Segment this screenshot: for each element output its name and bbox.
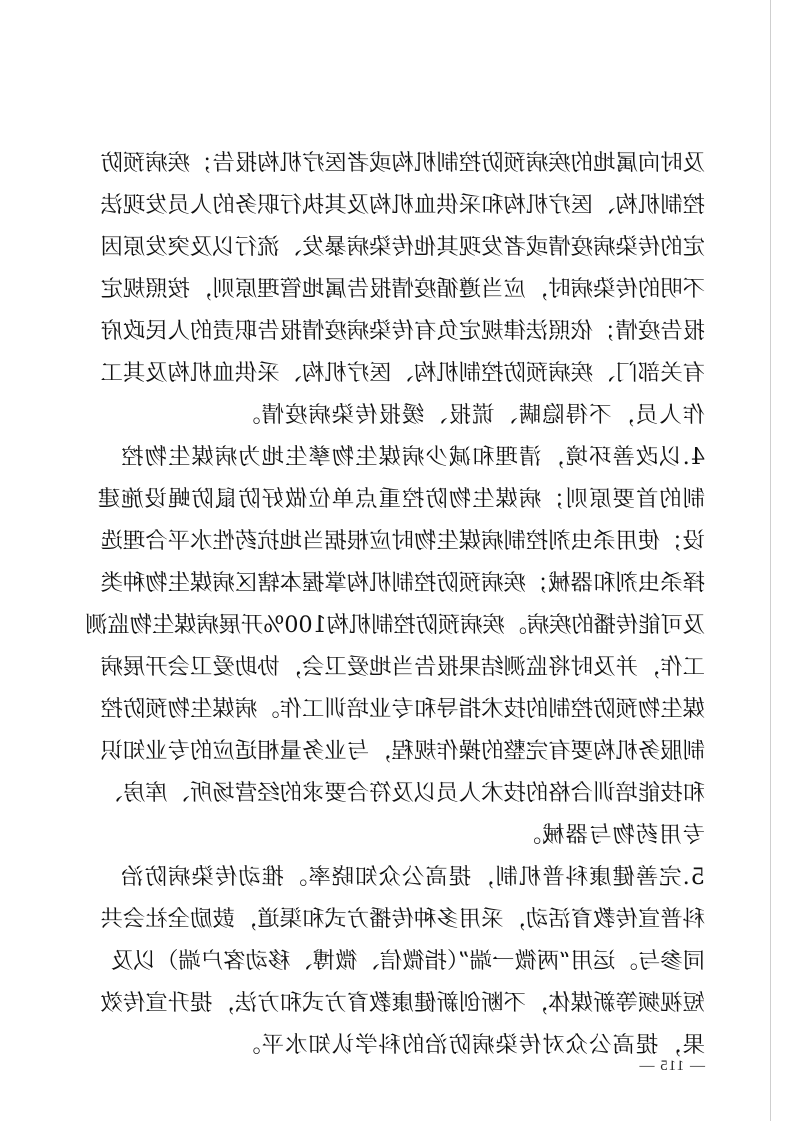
text-line: 果，提高公众对传染病防治的科学认知水平。 — [237, 1032, 705, 1058]
text-line: 定的传染病疫情或者发现其他传染病暴发、流行以及突发原因 — [100, 234, 705, 260]
text-line: 制服务机构要有完整的操作规程，与业务量相适应的专业知识 — [100, 738, 705, 764]
text-line: 作人员，不得隐瞒、谎报、缓报传染病疫情。 — [237, 402, 705, 428]
text-line: 短视频等新媒体，不断创新健康教育方式和方法，提升宣传效 — [100, 990, 705, 1016]
text-line: 报告疫情；依照法律规定负有传染病疫情报告职责的人民政府 — [100, 318, 705, 344]
text-line: 择杀虫剂和器械；疾病预防控制机构掌握本辖区病媒生物种类 — [100, 570, 705, 596]
text-line: 制的首要原则；病媒生物防控重点单位做好防鼠防蝇设施建 — [96, 486, 705, 512]
text-line: 工作，并及时将监测结果报告当地爱卫会，协助爱卫会开展病 — [100, 654, 705, 680]
text-line: 设；使用杀虫剂控制病媒生物时应根据当地抗药性水平合理选 — [100, 528, 705, 554]
page-edge-line — [770, 0, 771, 1121]
text-line: 和技能培训合格的技术人员以及符合要求的经营场所、库房、 — [100, 780, 705, 806]
text-line: 同参与。运用“两微一端”（指微信、微博、移动客户端）以及 — [111, 948, 705, 974]
text-line: 专用药物与器械。 — [517, 822, 705, 848]
text-line: 有关部门、疾病预防控制机构、医疗机构、采供血机构及其工 — [100, 360, 705, 386]
text-line: 及时向属地的疾病预防控制机构或者医疗机构报告；疾病预防 — [100, 150, 705, 176]
text-line: 不明的传染病时，应当遵循疫情报告属地管理原则，按照规定 — [100, 276, 705, 302]
page-number: — 115 — — [638, 1058, 705, 1074]
text-line: 控制机构、医疗机构和采供血机构及其执行职务的人员发现法 — [100, 192, 705, 218]
text-line: 科普宣传教育活动，采用多种传播方式和渠道，鼓励全社会共 — [100, 906, 705, 932]
paragraph-4-first-line: 4.以改善环境，清理和减少病媒生物孳生地为病媒生物控 — [120, 444, 705, 470]
text-line: 媒生物预防控制的技术指导和专业培训工作。病媒生物预防控 — [100, 696, 705, 722]
text-line: 及可能传播的疾病。疾病预防控制机构100%开展病媒生物监测 — [85, 612, 705, 638]
paragraph-5-first-line: 5.完善健康科普机制，提高公众知晓率。推动传染病防治 — [120, 864, 705, 890]
